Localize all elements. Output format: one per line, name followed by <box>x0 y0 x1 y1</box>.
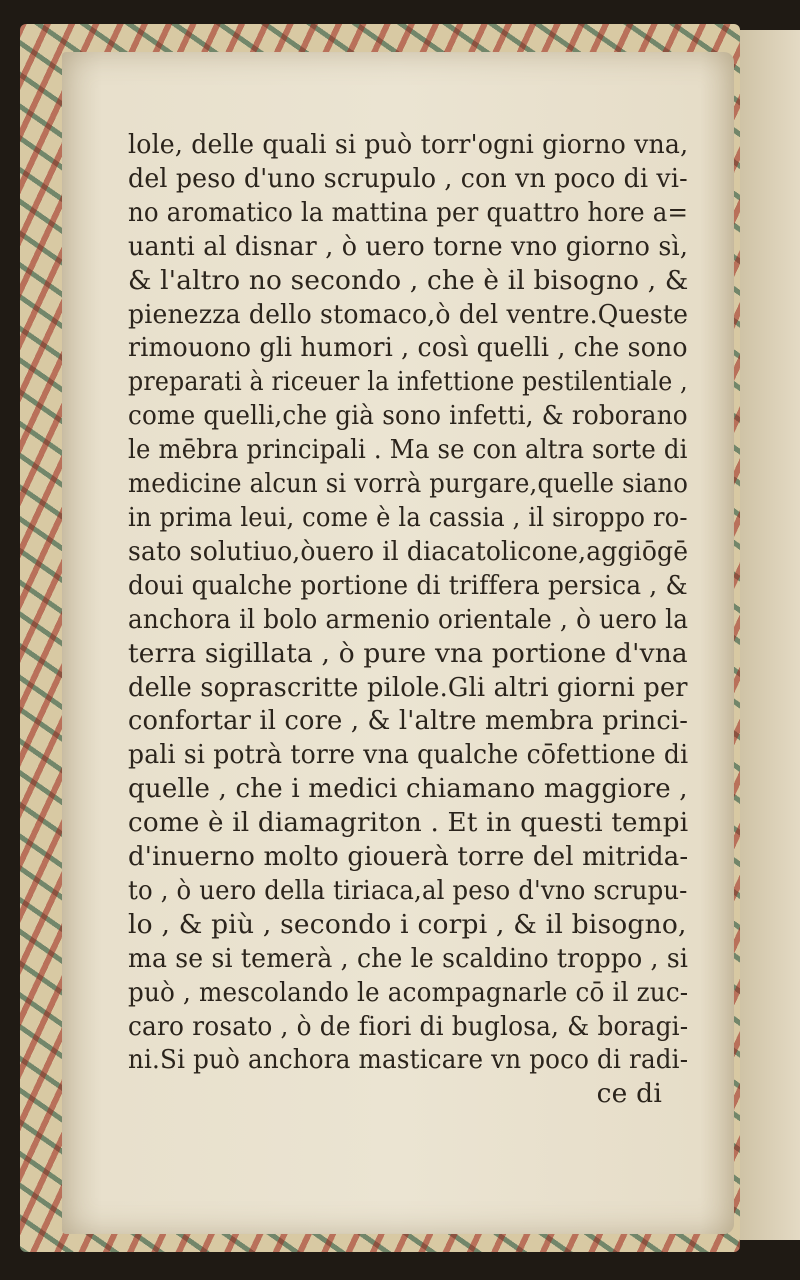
text-line: d'inuerno molto giouerà torre del mitrida- <box>128 841 689 873</box>
facing-page-edge <box>740 30 800 1240</box>
text-line: sato solutiuo,òuero il diacatolicone,aggiōgē <box>128 535 689 567</box>
text-line: confortar il core , & l'altre membra princi- <box>128 705 689 737</box>
text-line: in prima leui, come è la cassia , il siroppo ro- <box>128 501 688 533</box>
text-line: quelle , che i medici chiamano maggiore , <box>128 773 688 805</box>
text-line: ma se si temerà , che le scaldino troppo , si <box>128 942 689 974</box>
text-line: medicine alcun si vorrà purgare,quelle siano <box>128 468 689 500</box>
text-line: to , ò uero della tiriaca,al peso d'vno scrupu- <box>128 874 688 906</box>
text-line: ni.Si può anchora masticare vn poco di radi- <box>128 1044 689 1076</box>
text-line: pienezza dello stomaco,ò del ventre.Queste <box>128 298 689 330</box>
text-line: & l'altro no secondo , che è il bisogno , & <box>128 264 689 296</box>
text-line: terra sigillata , ò pure vna portione d'vna <box>128 637 688 669</box>
text-line: doui qualche portione di triffera persica , & <box>128 569 688 601</box>
text-line: le mēbra principali . Ma se con altra sorte di <box>128 434 688 466</box>
text-line: delle soprascritte pilole.Gli altri giorni per <box>128 671 688 703</box>
text-line: come è il diamagriton . Et in questi tempi <box>128 807 689 839</box>
text-line: può , mescolando le acompagnarle cō il zuc- <box>128 976 689 1008</box>
text-line: del peso d'uno scrupulo , con vn poco di vi- <box>128 162 688 194</box>
text-line: lo , & più , secondo i corpi , & il bisogno, <box>128 908 687 940</box>
page-text <box>128 128 688 1111</box>
text-line: anchora il bolo armenio orientale , ò uero la <box>128 603 689 635</box>
text-line: no aromatico la mattina per quattro hore a= <box>128 196 689 228</box>
catchword: ce di <box>596 1078 662 1110</box>
text-line: rimouono gli humori , così quelli , che sono <box>128 332 688 364</box>
text-line: caro rosato , ò de fiori di buglosa, & boragi- <box>128 1010 689 1042</box>
text-line: pali si potrà torre vna qualche cōfettione di <box>128 739 689 771</box>
text-line: come quelli,che già sono infetti, & roborano <box>128 400 688 432</box>
text-line: lole, delle quali si può torr'ogni giorno vna, <box>128 129 689 160</box>
text-line: preparati à riceuer la infettione pestilentiale , <box>128 366 688 398</box>
text-line: uanti al disnar , ò uero torne vno giorno sì, <box>128 230 689 262</box>
